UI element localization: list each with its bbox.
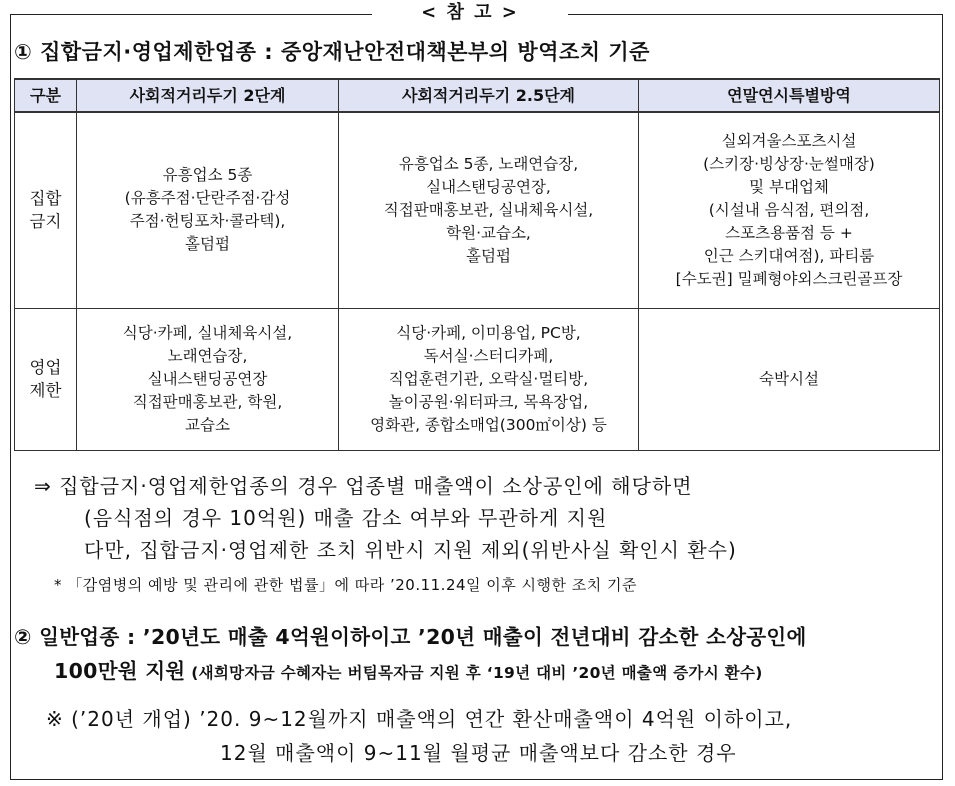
cell-line: (스키장·빙상장·눈썰매장) xyxy=(703,154,875,173)
cell-line: 직업훈련기관, 오락실·멀티방, xyxy=(388,369,589,388)
cell-line: 교습소 xyxy=(185,415,230,434)
section-1-heading: ① 집합금지·영업제한업종 : 중앙재난안전대책본부의 방역조치 기준 xyxy=(14,40,650,64)
cell-line: 식당·카페, 실내체육시설, xyxy=(122,323,293,342)
condition-line: (음식점의 경우 10억원) 매출 감소 여부와 무관하게 지원 xyxy=(84,506,608,530)
section-2-line-2 xyxy=(14,654,943,690)
measures-table xyxy=(14,78,940,451)
table-cell xyxy=(639,112,940,308)
cell-line: 스포츠용품점 등 + xyxy=(725,223,853,242)
condition-line: 다만, 집합금지·영업제한 조치 위반시 지원 제외(위반사실 확인시 환수) xyxy=(84,538,737,562)
cell-line: 홀덤펍 xyxy=(466,246,511,265)
row-label-line: 영업 xyxy=(29,358,62,377)
cell-line: 및 부대업체 xyxy=(749,177,829,196)
cell-line: 유흥업소 5종, 노래연습장, xyxy=(398,154,579,173)
cell-line: 숙박시설 xyxy=(759,369,819,388)
footnote: * 「감염병의 예방 및 관리에 관한 법률」에 따라 ’20.11.24일 이후 시행한 조치 기준 xyxy=(54,576,638,594)
table-row xyxy=(15,308,940,450)
header-level-2: 사회적거리두기 2단계 xyxy=(77,79,339,112)
cell-line: 실내스탠딩공연장, xyxy=(426,177,551,196)
section-2-line-1: ② 일반업종 : ’20년도 매출 4억원이하이고 ’20년 매출이 전년대비 감소한 소상공인에 xyxy=(14,625,807,649)
cell-line: [수도권] 밀폐형야외스크린골프장 xyxy=(675,269,903,288)
row-label-line: 금지 xyxy=(29,212,62,232)
cell-line: 직접판매홍보관, 실내체육시설, xyxy=(383,200,594,219)
row-label xyxy=(15,112,77,308)
table-cell xyxy=(639,308,940,450)
support-conditions xyxy=(14,470,943,566)
row-label xyxy=(15,308,77,450)
new-business-note xyxy=(14,702,943,770)
cell-line: 인근 스키대여점), 파티룸 xyxy=(703,246,875,265)
note-line: ※ (’20년 개업) ’20. 9~12월까지 매출액의 연간 환산매출액이 4억원 이하이고, xyxy=(46,707,793,731)
cell-line: 유흥업소 5종 xyxy=(162,166,253,185)
reference-title: < 참 고 > xyxy=(372,0,568,26)
row-label-line: 제한 xyxy=(29,381,62,400)
cell-line: 실내스탠딩공연장 xyxy=(147,369,268,388)
cell-line: (유흥주점·단란주점·감성 xyxy=(124,189,291,208)
cell-line: 식당·카페, 이미용업, PC방, xyxy=(396,323,581,342)
header-category: 구분 xyxy=(15,79,77,112)
cell-line: 주점·헌팅포차·콜라텍), xyxy=(129,212,286,231)
clawback-note: (새희망자금 수혜자는 버팀목자금 지원 후 ‘19년 대비 ’20년 매출액 증가시 환수) xyxy=(185,664,763,682)
note-line: 12월 매출액이 9~11월 월평균 매출액보다 감소한 경우 xyxy=(220,741,737,765)
cell-line: 독서실·스터디카페, xyxy=(423,346,554,365)
table-cell xyxy=(339,112,639,308)
table-header-row xyxy=(15,79,940,112)
support-amount: 100만원 지원 xyxy=(54,659,186,683)
table-cell xyxy=(77,308,339,450)
cell-line: 놀이공원·워터파크, 목욕장업, xyxy=(388,392,589,411)
cell-line: (시설내 음식점, 편의점, xyxy=(708,200,870,219)
cell-line: 학원·교습소, xyxy=(446,223,531,242)
table-cell xyxy=(339,308,639,450)
cell-line: 실외겨울스포츠시설 xyxy=(721,131,857,150)
cell-line: 홀덤펍 xyxy=(185,235,230,254)
table-cell xyxy=(77,112,339,308)
cell-line: 직접판매홍보관, 학원, xyxy=(132,392,283,411)
cell-line: 노래연습장, xyxy=(167,346,248,365)
condition-line: ⇒ 집합금지·영업제한업종의 경우 업종별 매출액이 소상공인에 해당하면 xyxy=(34,474,693,498)
row-label-line: 집합 xyxy=(29,189,62,209)
header-year-end: 연말연시특별방역 xyxy=(639,79,940,112)
header-level-2-5: 사회적거리두기 2.5단계 xyxy=(339,79,639,112)
section-2-heading xyxy=(14,620,943,690)
cell-line: 영화관, 종합소매업(300㎡이상) 등 xyxy=(370,415,607,434)
table-row xyxy=(15,112,940,308)
